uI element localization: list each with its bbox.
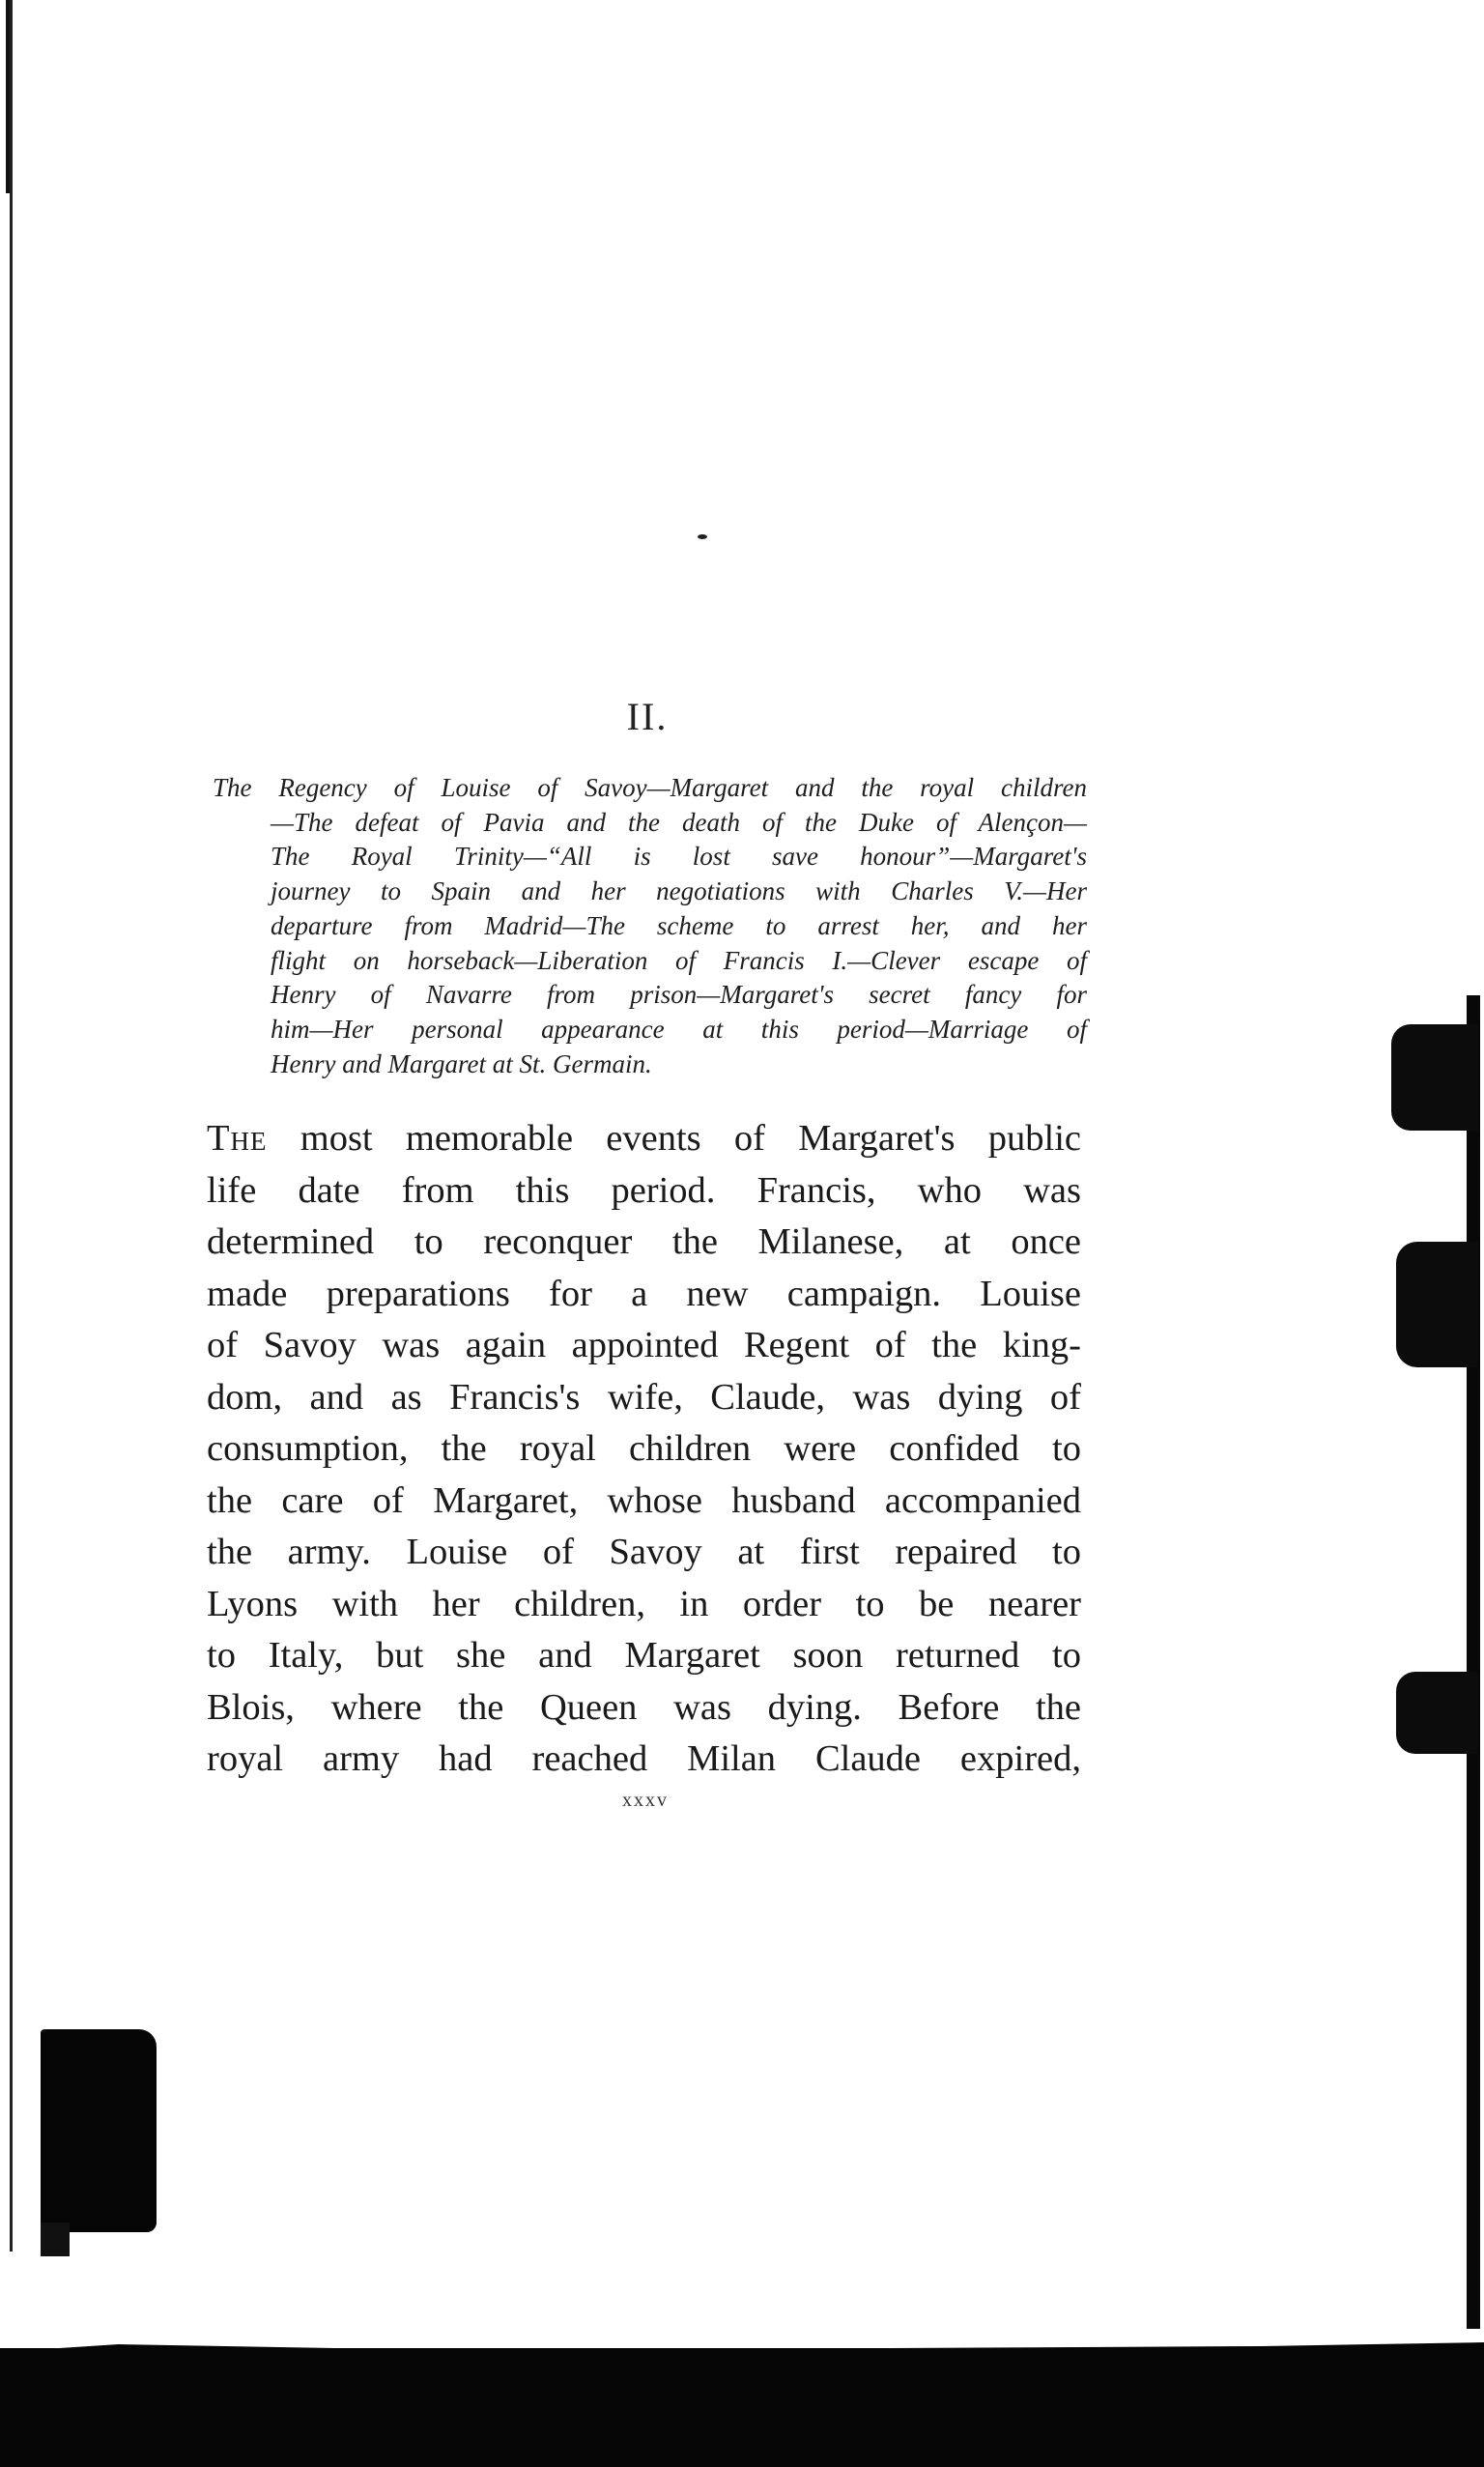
- synopsis-line: Henry of Navarre from prison—Margaret's secret fancy for: [271, 980, 1087, 1010]
- body-line: the army. Louise of Savoy at first repaired to: [207, 1532, 1081, 1572]
- page-number: xxxv: [622, 1790, 669, 1811]
- scan-speck: [698, 534, 707, 539]
- scan-edge-shadow-left: [10, 0, 13, 2252]
- scan-blot-left: [41, 2029, 157, 2232]
- body-line: made preparations for a new campaign. Louise: [207, 1273, 1081, 1314]
- body-line: life date from this period. Francis, who was: [207, 1169, 1081, 1211]
- body-paragraph: [207, 1113, 1081, 1786]
- body-line: [207, 1113, 1081, 1165]
- synopsis-line: The Royal Trinity—“All is lost save honour”—Margaret's: [271, 842, 1087, 872]
- scan-bottom-band: [0, 2348, 1484, 2467]
- body-line: the care of Margaret, whose husband accompanied: [207, 1479, 1081, 1521]
- synopsis-line: him—Her personal appearance at this period—Marriage of: [271, 1014, 1087, 1044]
- scan-blot-right-2: [1396, 1242, 1478, 1367]
- synopsis-line: Henry and Margaret at St. Germain.: [271, 1048, 652, 1078]
- synopsis-line: journey to Spain and her negotiations with Charles V.—Her: [271, 876, 1087, 906]
- synopsis-line: The Regency of Louise of Savoy—Margaret and the royal children: [213, 773, 1087, 802]
- body-line: of Savoy was again appointed Regent of the king-: [207, 1325, 1081, 1365]
- body-line: Lyons with her children, in order to be nearer: [207, 1583, 1081, 1624]
- chapter-number: II.: [626, 695, 669, 738]
- body-line: determined to reconquer the Milanese, at once: [207, 1221, 1081, 1262]
- body-line: royal army had reached Milan Claude expired,: [207, 1738, 1081, 1779]
- opening-word: The: [207, 1118, 268, 1159]
- scan-edge-shadow-right: [1467, 995, 1480, 2329]
- synopsis-line: —The defeat of Pavia and the death of the Duke of Alençon—: [271, 807, 1087, 837]
- body-line: consumption, the royal children were confided to: [207, 1428, 1081, 1469]
- synopsis-line: departure from Madrid—The scheme to arrest her, and her: [271, 910, 1087, 940]
- scan-blot-right-1: [1391, 1024, 1478, 1131]
- scan-blot-right-3: [1396, 1672, 1478, 1754]
- body-line: to Italy, but she and Margaret soon returned to: [207, 1635, 1081, 1676]
- chapter-synopsis: [213, 771, 1087, 1081]
- scan-blot-left-tail: [41, 2223, 70, 2256]
- synopsis-line: flight on horseback—Liberation of Francis I.—Clever escape of: [271, 945, 1087, 975]
- body-line-text: most memorable events of Margaret's public: [267, 1118, 1081, 1159]
- body-line: Blois, where the Queen was dying. Before the: [207, 1686, 1081, 1728]
- body-line: dom, and as Francis's wife, Claude, was dying of: [207, 1376, 1081, 1418]
